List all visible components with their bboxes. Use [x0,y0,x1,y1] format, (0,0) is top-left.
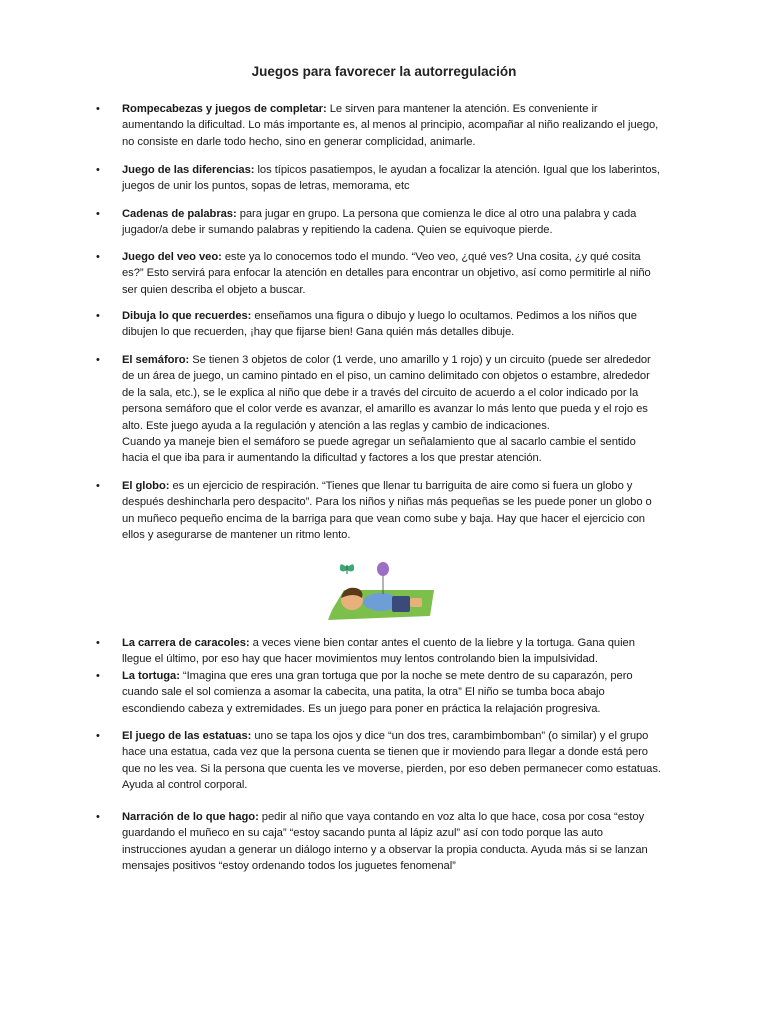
bullet: • [96,670,100,682]
bullet: • [96,480,100,492]
list-item [96,478,662,544]
page-title: Juegos para favorecer la autorregulación [251,64,517,79]
balloon-icon [377,562,389,576]
list-item [96,809,662,875]
bullet: • [96,251,100,263]
child-breathing-illustration [326,560,438,626]
item-text: este ya lo conocemos todo el mundo. “Veo veo, ¿qué ves? Una cosita, ¿y qué cosita es?” Esto servirá para enfocar la atención en detalles para encontrar un objetivo, así como permitirle al niño ser quien describa el objeto a buscar. [122,251,651,296]
bullet: • [96,354,100,366]
list-item [96,668,662,717]
bullet: • [96,310,100,322]
item-text: “Imagina que eres una gran tortuga que por la noche se mete dentro de su caparazón, pero cuando sale el sol comienza a asomar la cabecita, una patita, la otra” El niño se tumba boca abajo escondiendo cabeza y extremidades. Es un juego para poner en práctica la relajación progresiva. [122,670,633,715]
bullet: • [96,164,100,176]
list-item [96,728,662,794]
item-label: Rompecabezas y juegos de completar: [122,103,327,115]
list-item [96,635,662,668]
item-label: El juego de las estatuas: [122,730,252,742]
list-item [96,101,662,150]
item-label: Cadenas de palabras: [122,208,237,220]
list-item [96,162,662,195]
item-label: La carrera de caracoles: [122,637,250,649]
bullet: • [96,811,100,823]
item-text: pedir al niño que vaya contando en voz alta lo que hace, cosa por cosa “estoy guardando el muñeco en su caja” “estoy sacando punta al lápiz azul” así con todo porque las auto instrucciones ayudan a generar un diálogo interno y a observar la propia conducta. Ayuda más si se lanzan mensajes positivos “estoy ordenando todos los juguetes fenomenal” [122,811,648,873]
list-item [96,206,662,239]
bullet: • [96,730,100,742]
item-text: es un ejercicio de respiración. “Tienes que llenar tu barriguita de aire como si fuera un globo y después deshincharla pero despacito”. Para los niños y niñas más pequeñas se les puede poner un globo o un muñeco pequeño encima de la barriga para que vean como sube y baja. Hay que hacer el ejercicio con ellos y asegurarse de mantener un ritmo lento. [122,480,652,542]
item-text: para jugar en grupo. La persona que comienza le dice al otro una palabra y cada jugador/a debe ir sumando palabras y repitiendo la cadena. Quien se equivoque pierde. [122,208,637,237]
bullet: • [96,208,100,220]
bullet: • [96,103,100,115]
item-label: La tortuga: [122,670,180,682]
item-text: a veces viene bien contar antes el cuento de la liebre y la tortuga. Gana quien llegue el último, por eso hay que hacer movimientos muy lentos controlando bien la impulsividad. [122,637,635,666]
child-pants [392,596,410,612]
list-item [96,352,662,467]
item-label: El semáforo: [122,354,190,366]
item-label: Narración de lo que hago: [122,811,259,823]
list-item [96,308,662,341]
item-label: Juego de las diferencias: [122,164,255,176]
child-feet [410,598,422,607]
item-extra-text: Cuando ya maneje bien el semáforo se puede agregar un señalamiento que al sacarlo cambie el sentido hacia el que iba para ir aumentando la dificultad y factores a los que prestar atención. [122,436,636,465]
item-text: los típicos pasatiempos, le ayudan a focalizar la atención. Igual que los laberintos, juegos de unir los puntos, sopas de letras, memorama, etc [122,164,660,193]
list-item [96,249,662,298]
item-text: Se tienen 3 objetos de color (1 verde, uno amarillo y 1 rojo) y un circuito (puede ser alrededor de un área de juego, un camino pintado en el piso, un camino delimitado con objetos o estambre, alrededor de la sala, etc.), se le explica al niño que debe ir a través del circuito de acuerdo a el color indicado por la persona semáforo que el color verde es avanzar, el amarillo es avanzar lo más lento que pueda y el rojo es alto. Este juego ayuda a la regulación y atención a las reglas y cambio de indicaciones. [122,354,651,432]
item-text: enseñamos una figura o dibujo y luego lo ocultamos. Pedimos a los niños que dibujen lo que recuerden, ¡hay que fijarse bien! Gana quién más detalles dibuje. [122,310,637,339]
bullet: • [96,637,100,649]
item-label: El globo: [122,480,170,492]
item-label: Juego del veo veo: [122,251,222,263]
item-label: Dibuja lo que recuerdes: [122,310,252,322]
item-text: Le sirven para mantener la atención. Es conveniente ir aumentando la dificultad. Lo más importante es, al menos al principio, acompañar al niño realizando el juego, no consiste en darle todo hecho, sino en generar complicidad, animarle. [122,103,659,148]
item-text: uno se tapa los ojos y dice “un dos tres, carambimbomban” (o similar) y el grupo hace una estatua, cada vez que la persona cuenta se tienen que ir moviendo para llegar a donde está pero que no les vea. Si la persona que cuenta les ve moverse, pierden, por eso deben permanecer como estatuas. Ayuda al control corporal. [122,730,661,792]
